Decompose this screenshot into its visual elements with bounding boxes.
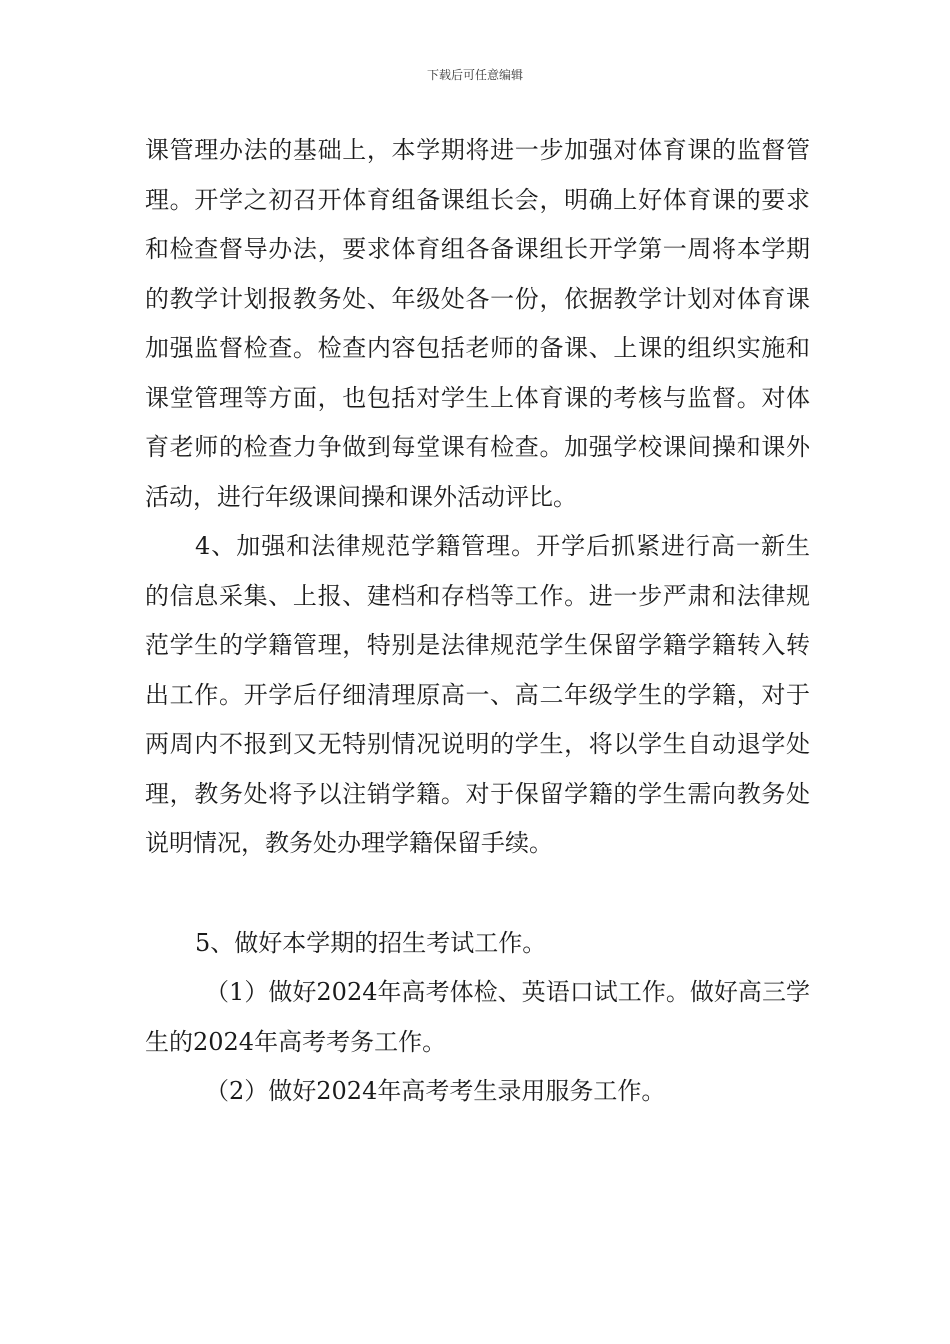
paragraph-sports-supervision: 课管理办法的基础上，本学期将进一步加强对体育课的监督管理。开学之初召开体育组备课组长会，明确上好体育课的要求和检查督导办法，要求体育组各备课组长开学第一周将本学期的教学计划报教务处、年级处各一份，依据教学计划对体育课加强监督检查。检查内容包括老师的备课、上课的组织实施和课堂管理等方面，也包括对学生上体育课的考核与监督。对体育老师的检查力争做到每堂课有检查。加强学校课间操和课外活动，进行年级课间操和课外活动评比。: [145, 136, 810, 511]
paragraph-admission-exam: 5、做好本学期的招生考试工作。: [195, 928, 547, 957]
paragraph-student-records: 4、加强和法律规范学籍管理。开学后抓紧进行高一新生的信息采集、上报、建档和存档等工作。进一步严肃和法律规范学生的学籍管理，特别是法律规范学生保留学籍学籍转入转出工作。开学后仔细清理原高一、高二年级学生的学籍，对于两周内不报到又无特别情况说明的学生，将以学生自动退学处理，教务处将予以注销学籍。对于保留学籍的学生需向教务处说明情况，教务处办理学籍保留手续。: [145, 532, 810, 857]
paragraph-exam-item-1: （1）做好2024年高考体检、英语口试工作。做好高三学生的2024年高考考务工作。: [145, 978, 810, 1056]
document-body: [145, 126, 810, 1117]
page-header: 下载后可任意编辑: [426, 68, 523, 82]
paragraph-exam-item-2: （2）做好2024年高考考生录用服务工作。: [205, 1077, 666, 1105]
paragraph-gap: [145, 869, 810, 919]
